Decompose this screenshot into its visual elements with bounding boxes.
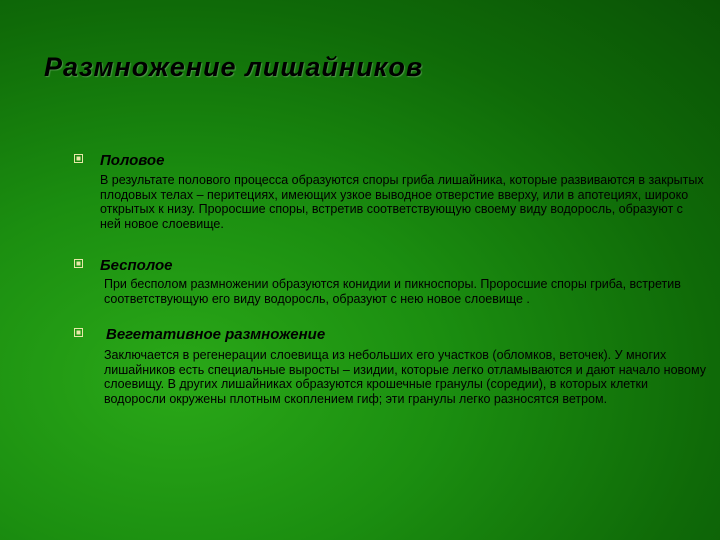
section-heading: Бесполое bbox=[100, 257, 173, 274]
section-heading: Половое bbox=[100, 152, 165, 169]
square-bullet-icon bbox=[74, 259, 84, 269]
slide-title: Размножение лишайников bbox=[44, 52, 424, 82]
section-body: В результате полового процесса образуются споры гриба лишайника, которые развиваются в закрытых плодовых телах – перитециях, имеющих узкое выводное отверстие вверху, или в апотециях, широко открытых к низу. Проросшие споры, встретив соответствующую своему виду водоросль, образуют с ней новое слоевище. bbox=[100, 173, 704, 231]
section-body: Заключается в регенерации слоевища из небольших его участков (обломков, веточек). У многих лишайников есть специальные выросты – изидии, которые легко отламываются и дают начало новому слоевищу. В других лишайниках образуются крошечные гранулы (соредии), в которых клетки водоросли окружены плотным скоплением гиф; эти гранулы легко разносятся ветром. bbox=[104, 348, 706, 406]
section-body: При бесполом размножении образуются конидии и пикноспоры. Проросшие споры гриба, встретив соответствующую его виду водоросль, образуют с нею новое слоевище . bbox=[104, 277, 681, 306]
section-heading: Вегетативное размножение bbox=[106, 326, 326, 343]
square-bullet-icon bbox=[74, 154, 84, 164]
square-bullet-icon bbox=[74, 328, 84, 338]
